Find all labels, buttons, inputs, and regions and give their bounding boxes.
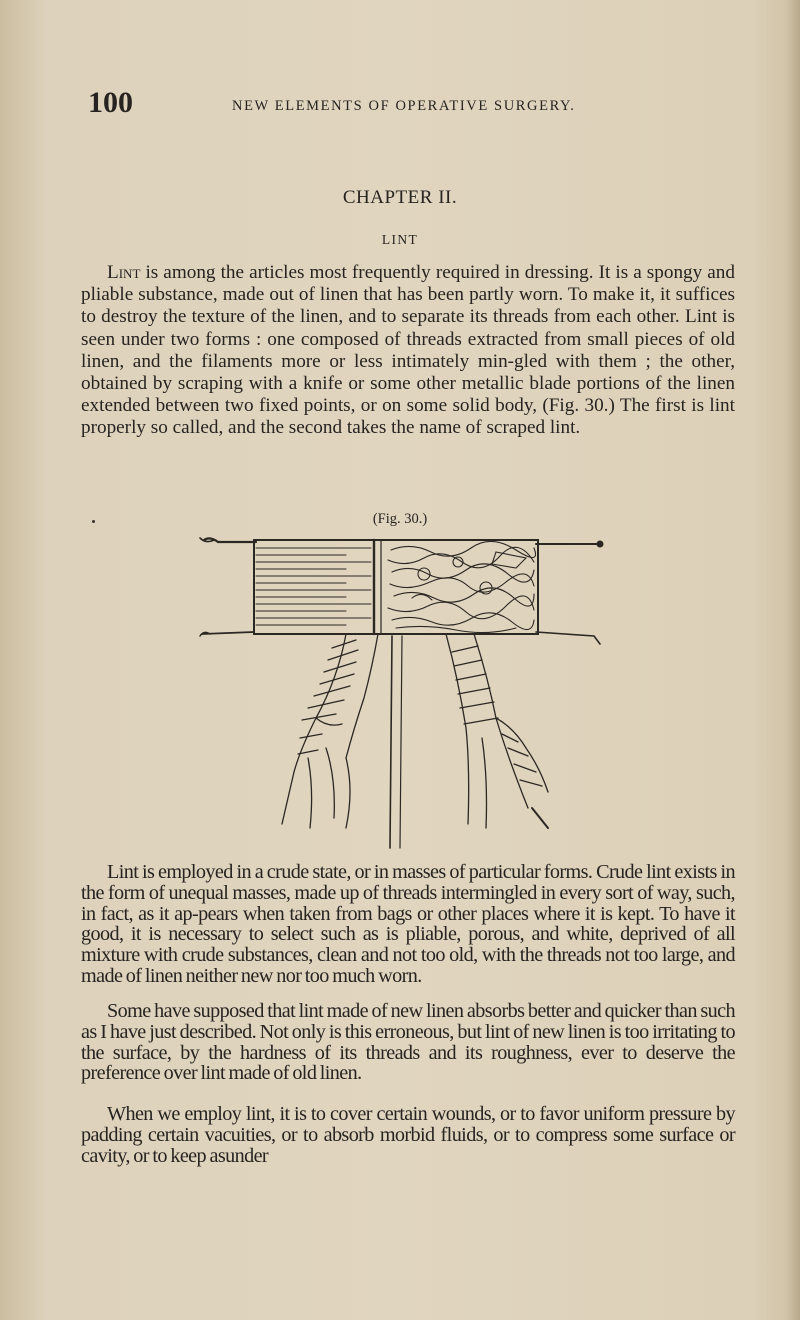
page-header [0, 86, 800, 126]
second-hand [446, 634, 548, 828]
lead-word: Lint [107, 262, 141, 283]
running-head: NEW ELEMENTS OF OPERATIVE SURGERY. [232, 98, 576, 114]
figure-caption: (Fig. 30.) [372, 511, 428, 527]
figure-illustration [196, 528, 616, 860]
section-title: LINT [381, 232, 419, 247]
scraped-fibers [388, 541, 536, 632]
page-number: 100 [88, 86, 133, 119]
linen-threads [256, 548, 371, 625]
paragraph-2: Lint is employed in a crude state, or in masses of particular forms. Crude lint exists in the form of unequal masses, made up of threads intermingled in every sort of way, such, in fact, as it ap-pears when taken from bags or other places where it is kept. To have it good, it is necessary to select such as is pliable, porous, and white, deprived of all mixture with crude substances, clean and not too old, with the threads not too large, and made of linen neither new nor too much worn. [81, 861, 735, 987]
paragraph-4: When we employ lint, it is to cover certain wounds, or to favor uniform pressure by padding certain vacuities, or to absorb morbid fluids, or to compress some surface or cavity, or to keep asunder [81, 1103, 735, 1167]
chapter-title: CHAPTER II. [342, 187, 458, 208]
paragraph-3: Some have supposed that lint made of new linen absorbs better and quicker than such as I have just described. Not only is this erroneous, but lint of new linen is too irritating to the surface, by the hardness of its threads and its roughness, ever to deserve the preference over lint made of old linen. [81, 1000, 735, 1085]
paragraph-1-text: is among the articles most frequently required in dressing. It is a spongy and pliable substance, made out of linen that has been partly worn. To make it, it suffices to destroy the texture of the linen, and to separate its threads from each other. Lint is seen under two forms : one composed of threads extracted from small pieces of old linen, and the filaments more or less intimately min-gled with them ; the other, obtained by scraping with a knife or some other metallic blade portions of the linen extended between two fixed points, or on some solid body, (Fig. 30.) The first is lint properly so called, and the second takes the name of scraped lint. [81, 262, 735, 439]
paragraph-1 [81, 262, 735, 440]
hand-holding-knife [282, 634, 402, 848]
